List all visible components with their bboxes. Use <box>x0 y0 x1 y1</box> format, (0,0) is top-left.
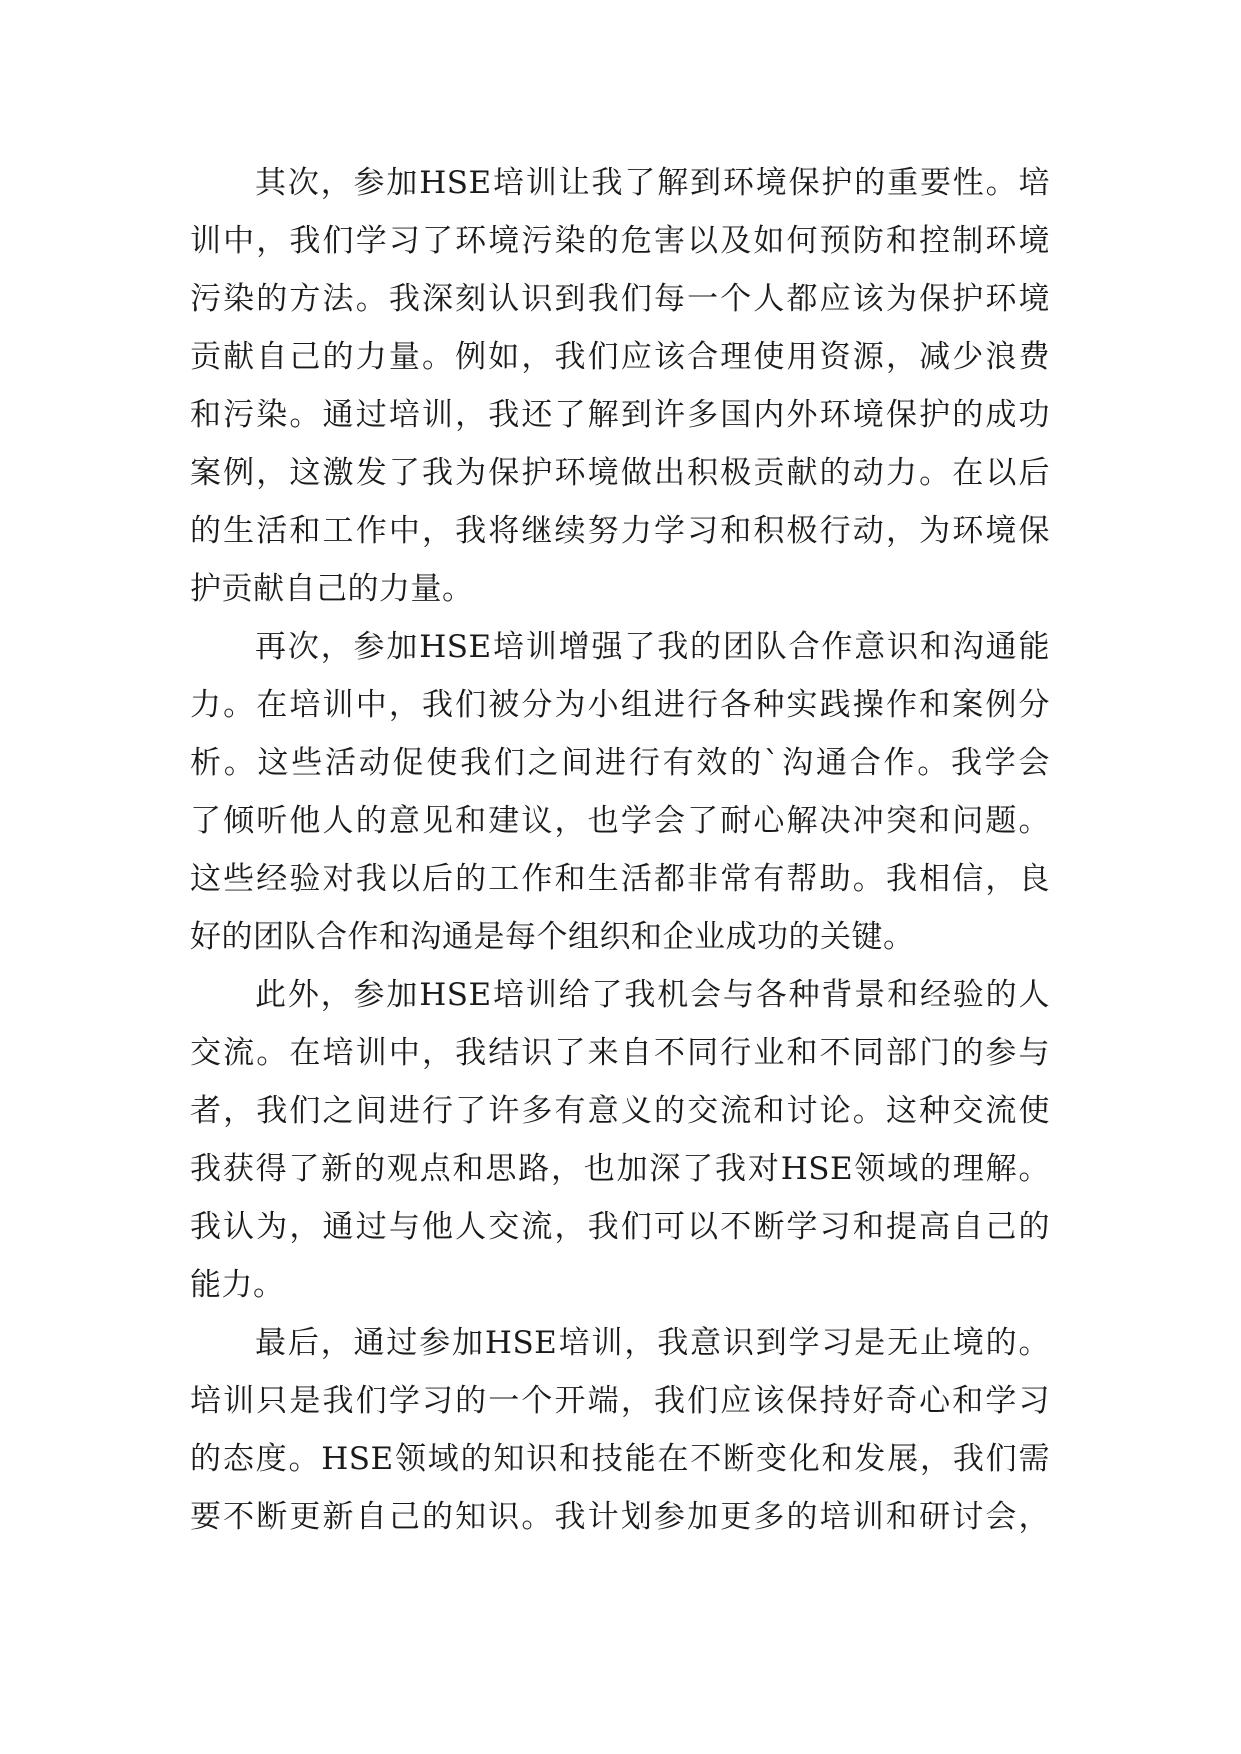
paragraph-1-line-5: 和污染。通过培训，我还了解到许多国内外环境保护的成功 <box>190 397 1050 433</box>
paragraph-2-line-2: 力。在培训中，我们被分为小组进行各种实践操作和案例分 <box>190 687 1050 723</box>
paragraph-3-line-3: 者，我们之间进行了许多有意义的交流和讨论。这种交流使 <box>190 1093 1050 1129</box>
paragraph-1-line-4: 贡献自己的力量。例如，我们应该合理使用资源，减少浪费 <box>190 339 1050 375</box>
paragraph-4-line-1: 最后，通过参加HSE培训，我意识到学习是无止境的。 <box>255 1325 1050 1361</box>
paragraph-1-line-8: 护贡献自己的力量。 <box>190 571 474 607</box>
paragraph-1-line-7: 的生活和工作中，我将继续努力学习和积极行动，为环境保 <box>190 513 1050 549</box>
paragraph-3-line-5: 我认为，通过与他人交流，我们可以不断学习和提高自己的 <box>190 1209 1050 1245</box>
paragraph-2-line-1: 再次，参加HSE培训增强了我的团队合作意识和沟通能 <box>255 629 1050 665</box>
paragraph-4-line-3: 的态度。HSE领域的知识和技能在不断变化和发展，我们需 <box>190 1441 1050 1477</box>
paragraph-2-line-5: 这些经验对我以后的工作和生活都非常有帮助。我相信，良 <box>190 861 1050 897</box>
paragraph-2-line-4: 了倾听他人的意见和建议，也学会了耐心解决冲突和问题。 <box>190 803 1050 839</box>
paragraph-1-line-6: 案例，这激发了我为保护环境做出积极贡献的动力。在以后 <box>190 455 1050 491</box>
paragraph-1-line-2: 训中，我们学习了环境污染的危害以及如何预防和控制环境 <box>190 223 1050 259</box>
paragraph-3-line-2: 交流。在培训中，我结识了来自不同行业和不同部门的参与 <box>190 1035 1050 1071</box>
paragraph-3-line-1: 此外，参加HSE培训给了我机会与各种背景和经验的人 <box>255 977 1050 1013</box>
paragraph-4-line-2: 培训只是我们学习的一个开端，我们应该保持好奇心和学习 <box>190 1383 1050 1419</box>
paragraph-3-line-6: 能力。 <box>190 1267 285 1303</box>
paragraph-1-line-3: 污染的方法。我深刻认识到我们每一个人都应该为保护环境 <box>190 281 1050 317</box>
paragraph-4-line-4: 要不断更新自己的知识。我计划参加更多的培训和研讨会， <box>190 1499 1050 1535</box>
paragraph-1-line-1: 其次，参加HSE培训让我了解到环境保护的重要性。培 <box>255 165 1050 201</box>
paragraph-2-line-3: 析。这些活动促使我们之间进行有效的`沟通合作。我学会 <box>190 745 1050 781</box>
paragraph-3-line-4: 我获得了新的观点和思路，也加深了我对HSE领域的理解。 <box>190 1151 1050 1187</box>
paragraph-2-line-6: 好的团队合作和沟通是每个组织和企业成功的关键。 <box>190 919 915 955</box>
